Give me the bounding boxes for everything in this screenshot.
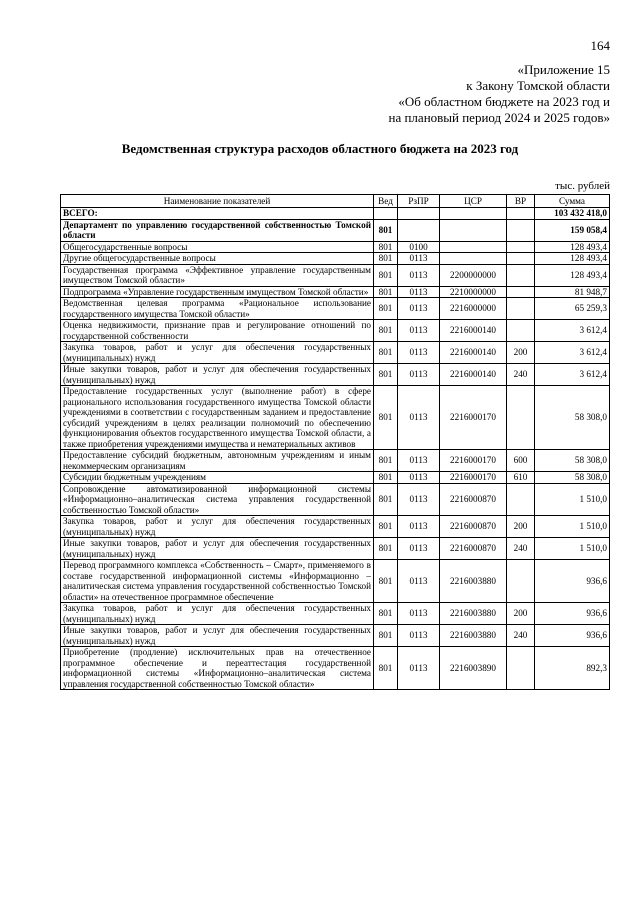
cell-name: Общегосударственные вопросы [61, 241, 374, 253]
cell-vr: 610 [507, 472, 535, 484]
cell-rzpr: 0113 [398, 647, 440, 690]
budget-table [60, 194, 610, 690]
cell-csr: 2216003880 [440, 560, 507, 603]
cell-ved: 801 [374, 320, 398, 342]
cell-csr: 2216000870 [440, 483, 507, 516]
cell-csr: 2216003880 [440, 603, 507, 625]
cell-rzpr: 0113 [398, 450, 440, 472]
cell-rzpr: 0113 [398, 386, 440, 450]
table-row [61, 516, 610, 538]
cell-ved: 801 [374, 264, 398, 286]
cell-vr: 200 [507, 603, 535, 625]
cell-rzpr: 0113 [398, 603, 440, 625]
cell-vr [507, 241, 535, 253]
table-row [61, 342, 610, 364]
cell-rzpr: 0113 [398, 483, 440, 516]
cell-rzpr: 0113 [398, 364, 440, 386]
document-title: Ведомственная структура расходов областного бюджета на 2023 год [121, 141, 519, 156]
table-row [61, 647, 610, 690]
cell-ved: 801 [374, 516, 398, 538]
cell-name: Иные закупки товаров, работ и услуг для обеспечения государственных (муниципальных) нужд [61, 625, 374, 647]
cell-name: Предоставление государственных услуг (выполнение работ) в сфере рационального использования государственного имущества Томской области учреждениями в соответствии с государственным заданием и предоставление субсидий учреждениям в целях реализации полномочий по обеспечению функционирования объектов государственного имущества Томской области, а также приобретения учреждениями имущества и нематериальных активов [61, 386, 374, 450]
cell-name: Субсидии бюджетным учреждениям [61, 472, 374, 484]
cell-ved: 801 [374, 364, 398, 386]
cell-vr: 200 [507, 342, 535, 364]
cell-ved: 801 [374, 560, 398, 603]
cell-ved: 801 [374, 386, 398, 450]
cell-name: Предоставление субсидий бюджетным, автономным учреждениям и иным некоммерческим организациям [61, 450, 374, 472]
cell-sum: 1 510,0 [535, 516, 610, 538]
cell-sum: 1 510,0 [535, 483, 610, 516]
cell-csr: 2216003880 [440, 625, 507, 647]
cell-vr [507, 647, 535, 690]
cell-sum: 65 259,3 [535, 298, 610, 320]
cell-vr: 600 [507, 450, 535, 472]
cell-csr [440, 253, 507, 265]
cell-sum: 1 510,0 [535, 538, 610, 560]
cell-csr [440, 241, 507, 253]
cell-vr [507, 208, 535, 220]
cell-name: Перевод программного комплекса «Собственность – Смарт», применяемого в составе государственной информационной системы «Информационно – аналитическая система управления государственной собственностью Томской области» на отечественное программное обеспечение [61, 560, 374, 603]
table-row [61, 208, 610, 220]
cell-rzpr: 0113 [398, 342, 440, 364]
cell-ved: 801 [374, 286, 398, 298]
cell-sum: 81 948,7 [535, 286, 610, 298]
cell-csr: 2200000000 [440, 264, 507, 286]
cell-vr [507, 219, 535, 241]
cell-csr: 2216000870 [440, 538, 507, 560]
cell-csr: 2216003890 [440, 647, 507, 690]
cell-name: Подпрограмма «Управление государственным имуществом Томской области» [61, 286, 374, 298]
table-row [61, 364, 610, 386]
cell-ved: 801 [374, 298, 398, 320]
table-row [61, 450, 610, 472]
cell-ved: 801 [374, 450, 398, 472]
cell-ved: 801 [374, 472, 398, 484]
cell-rzpr: 0113 [398, 264, 440, 286]
table-row [61, 241, 610, 253]
cell-ved: 801 [374, 625, 398, 647]
header-name: Наименование показателей [61, 195, 374, 208]
cell-name: Сопровождение автоматизированной информационной системы «Информационно–аналитическая система управления государственной собственностью Томской области» [61, 483, 374, 516]
cell-rzpr: 0113 [398, 625, 440, 647]
header-rzpr: РзПР [398, 195, 440, 208]
cell-name: ВСЕГО: [61, 208, 374, 220]
cell-sum: 3 612,4 [535, 364, 610, 386]
cell-name: Государственная программа «Эффективное управление государственным имуществом Томской области» [61, 264, 374, 286]
cell-vr [507, 386, 535, 450]
table-row [61, 386, 610, 450]
cell-sum: 936,6 [535, 560, 610, 603]
cell-csr [440, 208, 507, 220]
header-vr: ВР [507, 195, 535, 208]
cell-csr: 2216000170 [440, 386, 507, 450]
cell-sum: 58 308,0 [535, 472, 610, 484]
cell-sum: 58 308,0 [535, 386, 610, 450]
header-csr: ЦСР [440, 195, 507, 208]
cell-csr: 2216000140 [440, 342, 507, 364]
table-row [61, 320, 610, 342]
cell-sum: 128 493,4 [535, 264, 610, 286]
table-header-row [61, 195, 610, 208]
cell-sum: 58 308,0 [535, 450, 610, 472]
cell-ved: 801 [374, 603, 398, 625]
appendix-line: «Об областном бюджете на 2023 год и [398, 94, 610, 109]
cell-sum: 936,6 [535, 625, 610, 647]
cell-csr: 2210000000 [440, 286, 507, 298]
cell-vr: 240 [507, 364, 535, 386]
cell-sum: 936,6 [535, 603, 610, 625]
cell-csr: 2216000140 [440, 320, 507, 342]
cell-csr: 2216000170 [440, 450, 507, 472]
cell-ved: 801 [374, 647, 398, 690]
cell-rzpr: 0113 [398, 472, 440, 484]
cell-ved: 801 [374, 342, 398, 364]
cell-rzpr: 0113 [398, 320, 440, 342]
cell-vr: 240 [507, 625, 535, 647]
cell-csr: 2216000000 [440, 298, 507, 320]
header-sum: Сумма [535, 195, 610, 208]
cell-rzpr: 0100 [398, 241, 440, 253]
cell-vr [507, 264, 535, 286]
cell-sum: 3 612,4 [535, 320, 610, 342]
cell-csr: 2216000870 [440, 516, 507, 538]
cell-csr: 2216000140 [440, 364, 507, 386]
cell-name: Другие общегосударственные вопросы [61, 253, 374, 265]
cell-vr [507, 320, 535, 342]
cell-ved: 801 [374, 538, 398, 560]
cell-rzpr: 0113 [398, 298, 440, 320]
cell-ved: 801 [374, 219, 398, 241]
cell-ved [374, 208, 398, 220]
table-row [61, 253, 610, 265]
table-row [61, 264, 610, 286]
cell-name: Иные закупки товаров, работ и услуг для обеспечения государственных (муниципальных) нужд [61, 364, 374, 386]
page-number: 164 [590, 38, 610, 53]
table-row [61, 472, 610, 484]
appendix-line: «Приложение 15 [517, 62, 610, 77]
cell-name: Департамент по управлению государственной собственностью Томской области [61, 219, 374, 241]
cell-sum: 128 493,4 [535, 253, 610, 265]
cell-csr [440, 219, 507, 241]
cell-sum: 892,3 [535, 647, 610, 690]
cell-vr [507, 253, 535, 265]
cell-name: Приобретение (продление) исключительных прав на отечественное программное обеспечение и переаттестация государственной информационной системы «Информационно–аналитическая система управления государственной собственностью Томской области» [61, 647, 374, 690]
header-ved: Вед [374, 195, 398, 208]
cell-vr: 200 [507, 516, 535, 538]
cell-rzpr: 0113 [398, 286, 440, 298]
table-row [61, 560, 610, 603]
cell-sum: 103 432 418,0 [535, 208, 610, 220]
cell-rzpr: 0113 [398, 560, 440, 603]
table-row [61, 286, 610, 298]
table-row [61, 625, 610, 647]
cell-name: Ведомственная целевая программа «Рациональное использование государственного имущества Томской области» [61, 298, 374, 320]
appendix-line: на плановый период 2024 и 2025 годов» [388, 110, 610, 125]
table-row [61, 483, 610, 516]
cell-rzpr [398, 208, 440, 220]
cell-vr: 240 [507, 538, 535, 560]
table-body [61, 208, 610, 690]
cell-rzpr: 0113 [398, 538, 440, 560]
table-row [61, 219, 610, 241]
appendix-header [389, 62, 611, 126]
appendix-line: к Закону Томской области [466, 78, 610, 93]
cell-vr [507, 560, 535, 603]
cell-rzpr: 0113 [398, 253, 440, 265]
cell-csr: 2216000170 [440, 472, 507, 484]
cell-rzpr [398, 219, 440, 241]
cell-sum: 3 612,4 [535, 342, 610, 364]
cell-name: Закупка товаров, работ и услуг для обеспечения государственных (муниципальных) нужд [61, 342, 374, 364]
cell-ved: 801 [374, 483, 398, 516]
cell-name: Закупка товаров, работ и услуг для обеспечения государственных (муниципальных) нужд [61, 516, 374, 538]
cell-name: Иные закупки товаров, работ и услуг для обеспечения государственных (муниципальных) нужд [61, 538, 374, 560]
cell-sum: 159 058,4 [535, 219, 610, 241]
cell-sum: 128 493,4 [535, 241, 610, 253]
cell-ved: 801 [374, 253, 398, 265]
cell-rzpr: 0113 [398, 516, 440, 538]
cell-ved: 801 [374, 241, 398, 253]
table-row [61, 298, 610, 320]
table-row [61, 538, 610, 560]
cell-name: Закупка товаров, работ и услуг для обеспечения государственных (муниципальных) нужд [61, 603, 374, 625]
cell-vr [507, 298, 535, 320]
cell-vr [507, 286, 535, 298]
table-row [61, 603, 610, 625]
unit-label: тыс. рублей [555, 180, 610, 192]
cell-vr [507, 483, 535, 516]
cell-name: Оценка недвижимости, признание прав и регулирование отношений по государственной собственности [61, 320, 374, 342]
